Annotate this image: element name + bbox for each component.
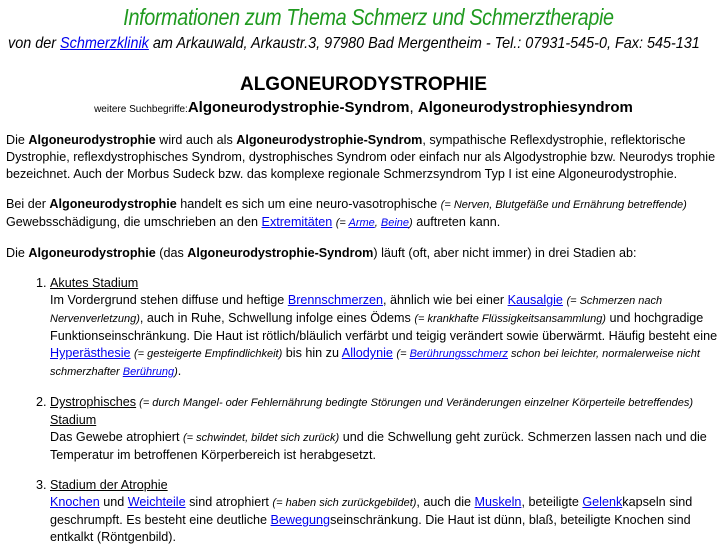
brennschmerzen-link[interactable]: Brennschmerzen [287,293,384,307]
weichteile-link[interactable]: Weichteile [127,495,186,509]
keywords-line: weitere Suchbegriffe:Algoneurodystrophie-Syndrom, Algoneurodystrophiesyndrom [94,99,633,116]
muskeln-link[interactable]: Muskeln [474,495,522,509]
stage-title: Stadium der Atrophie [50,478,168,492]
list-item: 3. Stadium der Atrophie Knochen und Weichteile sind atrophiert (= haben sich zurückgebildet), auch die Muskeln, beteiligte Gelenkkapseln sind geschrumpft. Es besteht eine deutliche Bewegungseinschränkung. Die Haut ist dünn, blaß, beteiligte Knochen sind entkalkt (Röntgenbild). [50,477,718,545]
stage-title: Dystrophisches [50,395,137,409]
allodynie-link[interactable]: Allodynie [341,346,393,360]
clinic-address: von der Schmerzklinik am Arkauwald, Arkaustr.3, 97980 Bad Mergentheim - Tel.: 07931-545-0, Fax: 545-131 [8,35,700,52]
bewegung-link[interactable]: Bewegung [270,513,331,527]
keyword-term: Algoneurodystrophie-Syndrom [187,99,410,116]
knochen-link[interactable]: Knochen [50,495,100,509]
beruehrungsschmerz-link[interactable]: Berührungsschmerz [409,348,508,360]
stages-list [6,275,718,545]
keywords-label: weitere Suchbegriffe: [94,104,188,115]
extremitaeten-link[interactable]: Extremitäten [261,215,333,229]
stage-title: Akutes Stadium [50,276,139,290]
article-body [6,132,718,545]
clinic-link[interactable]: Schmerzklinik [60,35,149,52]
keyword-term: Algoneurodystrophiesyndrom [417,99,633,116]
paragraph-definition: Bei der Algoneurodystrophie handelt es sich um eine neuro-vasotrophische (= Nerven, Blutgefäße und Ernährung betreffende) Gewebsschädigung, die umschrieben an den Extremitäten (= Arme, Beine) auftreten kann. [6,197,687,229]
paragraph-intro: Die Algoneurodystrophie wird auch als Algoneurodystrophie-Syndrom, sympathische Reflexdystrophie, reflektorische Dystrophie, reflexdystrophisches Syndrom, dystrophisches Syndrom oder einfach nur als Algodystrophie bzw. Neurodys trophie bezeichnet. Auch der Morbus Sudeck bzw. das komplexe regionale Schmerzsyndrom Typ I ist eine Algoneurodystrophie. [6,133,716,181]
gelenk-link[interactable]: Gelenk [582,495,623,509]
hyperaesthesie-link[interactable]: Hyperästhesie [50,346,131,360]
page-title: ALGONEURODYSTROPHIE [239,74,488,95]
site-title: Informationen zum Thema Schmerz und Schmerztherapie [123,4,614,30]
list-item: 1. Akutes Stadium Im Vordergrund stehen diffuse und heftige Brennschmerzen, ähnlich wie bei einer Kausalgie (= Schmerzen nach Nervenverletzung), auch in Ruhe, Schwellung infolge eines Ödems (= krankhafte Flüssigkeitsansammlung) und hochgradige Funktionseinschränkung. Die Haut ist rötlich/bläulich verfärbt und teigig verändert sowie überwärmt. Häufig besteht eine Hyperästhesie (= gesteigerte Empfindlichkeit) bis hin zu Allodynie (= Berührungsschmerz schon bei leichter, normalerweise nicht schmerzhafter Berührung). [50,275,718,381]
kausalgie-link[interactable]: Kausalgie [507,293,563,307]
paragraph-stages-intro: Die Algoneurodystrophie (das Algoneurodystrophie-Syndrom) läuft (oft, aber nicht immer) in drei Stadien ab: [6,246,637,260]
arme-link[interactable]: Arme [348,217,375,229]
list-item: 2. Dystrophisches (= durch Mangel- oder Fehlernährung bedingte Störungen und Veränderungen einzelner Körperteile betreffendes) Stadium Das Gewebe atrophiert (= schwindet, bildet sich zurück) und die Schwellung geht zurück. Schmerzen lassen nach und die Temperatur im betroffenen Körperbereich ist herabgesetzt. [50,394,718,464]
beruehrung-link[interactable]: Berührung [122,366,175,378]
beine-link[interactable]: Beine [380,217,410,229]
